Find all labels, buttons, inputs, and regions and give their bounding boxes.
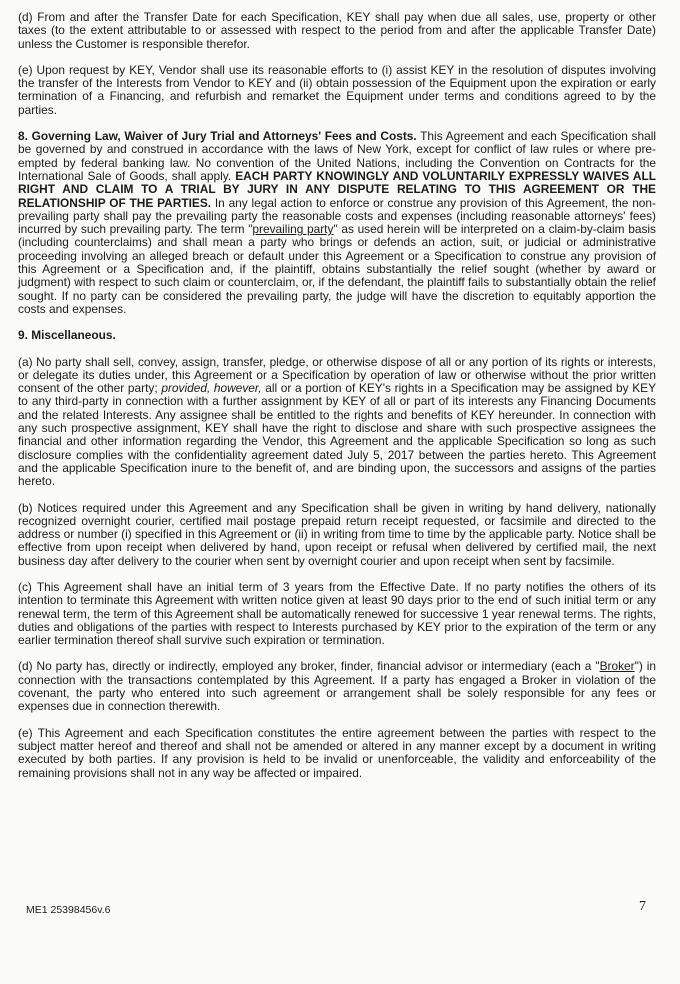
section-8-text-2: In any legal action to enforce or construe any provision of this Agreement, the non-prevailing party shall pay the prevailing party the reasonable costs and expenses (including reasonable attorneys' fees) incurred by such prevailing party. The term " bbox=[18, 195, 656, 237]
jury-waiver-caps: EACH PARTY KNOWINGLY AND VOLUNTARILY EXPRESSLY WAIVES ALL RIGHT AND CLAIM TO A TRIAL BY JURY IN ANY DISPUTE RELATING TO THIS AGREEMENT OR THE RELATIONSHIP OF THE PARTIES. bbox=[18, 168, 656, 210]
section-9e-entire-agreement: (e) This Agreement and each Specification constitutes the entire agreement between the parties with respect to the subject matter hereof and thereof and shall not be amended or altered in any manner except by a document in writing executed by both parties. If any provision is held to be invalid or unenforceable, the validity and enforceability of the remaining provisions shall not in any way be affected or impaired. bbox=[18, 725, 656, 780]
section-9b-notices: (b) Notices required under this Agreement and any Specification shall be given in writing by hand delivery, nationally recognized overnight courier, certified mail postage prepaid return receipt requested, or facsimile and directed to the address or number (i) specified in this Agreement or (ii) in writing from time to time by the applicable party. Notice shall be effective from upon receipt when delivered by hand, upon receipt or refusal when delivered by certified mail, the next business day after delivery to the courier when sent by overnight courier and upon receipt when sent by facsimile. bbox=[18, 500, 656, 568]
section-9d-broker bbox=[18, 660, 656, 713]
paragraph-e-upon-request: (e) Upon request by KEY, Vendor shall use its reasonable efforts to (i) assist KEY in the resolution of disputes involving the transfer of the Interests from Vendor to KEY and (ii) obtain possession of the Equipment upon the expiration or early termination of a Financing, and refurbish and remarket the Equipment under terms and conditions agreed to by the parties. bbox=[18, 62, 656, 117]
section-9a-text-1: (a) No party shall sell, convey, assign, transfer, pledge, or otherwise dispose of all or any portion of its rights or interests, or delegate its duties under, this Agreement or a Specification by operation of law or otherwise without the prior written consent of the other party; bbox=[18, 354, 656, 396]
section-9c-term: (c) This Agreement shall have an initial term of 3 years from the Effective Date. If no party notifies the others of its intention to terminate this Agreement with written notice given at least 90 days prior to the end of such initial term or any renewal term, the term of this Agreement shall be automatically renewed for successive 1 year renewal terms. The rights, duties and obligations of the parties with respect to Interests purchased by KEY prior to the expiration of the term or any earlier termination thereof shall survive such expiration or termination. bbox=[18, 579, 656, 648]
page-number: 7 bbox=[639, 899, 646, 914]
section-9a-assignment bbox=[18, 356, 656, 489]
proviso-italic: provided, however, bbox=[161, 381, 262, 396]
section-8-governing-law bbox=[18, 130, 656, 316]
paragraph-d-transfer-taxes: (d) From and after the Transfer Date for each Specification, KEY shall pay when due all sales, use, property or other taxes (to the extent attributable to or assessed with respect to the period from and after the applicable Transfer Date) unless the Customer is responsible therefor. bbox=[18, 10, 656, 51]
section-9d-text-1: (d) No party has, directly or indirectly, employed any broker, finder, financial advisor or intermediary (each a " bbox=[18, 659, 600, 674]
defined-term-broker: Broker bbox=[599, 659, 635, 674]
section-9d-text-2: ") in connection with the transactions contemplated by this Agreement. If a party has engaged a Broker in violation of the covenant, the party who entered into such agreement or arrangement shall be solely responsible for any fees or expenses due in connection therewith. bbox=[18, 659, 656, 714]
document-page bbox=[18, 11, 656, 780]
section-8-text-1: This Agreement and each Specification shall be governed by and construed in accordance with the laws of New York, except for conflict of law rules or where pre-empted by federal banking law. No convention of the United Nations, including the Convention on Contracts for the International Sale of Goods, shall apply. bbox=[18, 129, 656, 183]
section-8-heading: 8. Governing Law, Waiver of Jury Trial and Attorneys' Fees and Costs. bbox=[18, 129, 417, 144]
section-8-text-3: " as used herein will be interpreted on a claim-by-claim basis (including counterclaims) and shall mean a party who brings or defends an action, suit, or judicial or administrative proceeding involving an alleged breach or default under this Agreement or a Specification to construe any provision of this Agreement or a Specification and, if the plaintiff, obtains substantially the relief sought (whether by award or judgment) with respect to such claim or counterclaim, or, if the defendant, the plaintiff fails to substantially obtain the relief sought. If no party can be considered the prevailing party, the judge will have the discretion to equitably apportion the costs and expenses. bbox=[18, 222, 656, 316]
defined-term-prevailing-party: prevailing party bbox=[252, 222, 334, 237]
section-9-heading: 9. Miscellaneous. bbox=[18, 328, 116, 343]
section-9a-text-2: all or a portion of KEY's rights in a Specification may be assigned by KEY to any third-party in connection with a further assignment by KEY of all or part of its interests any Financing Documents and the related Interests. Any assignee shall be entitled to the rights and benefits of KEY hereunder. In connection with any such prospective assignment, KEY shall have the right to disclose and share with such prospective assignees the financial and other information regarding the Vendor, this Agreement and the applicable Specification so long as such disclosure complies with the confidentiality agreement dated July 5, 2017 between the parties hereto. This Agreement and the applicable Specification inure to the benefit of, and are binding upon, the successors and assigns of the parties hereto. bbox=[18, 381, 657, 489]
document-id: ME1 25398456v.6 bbox=[26, 904, 111, 916]
